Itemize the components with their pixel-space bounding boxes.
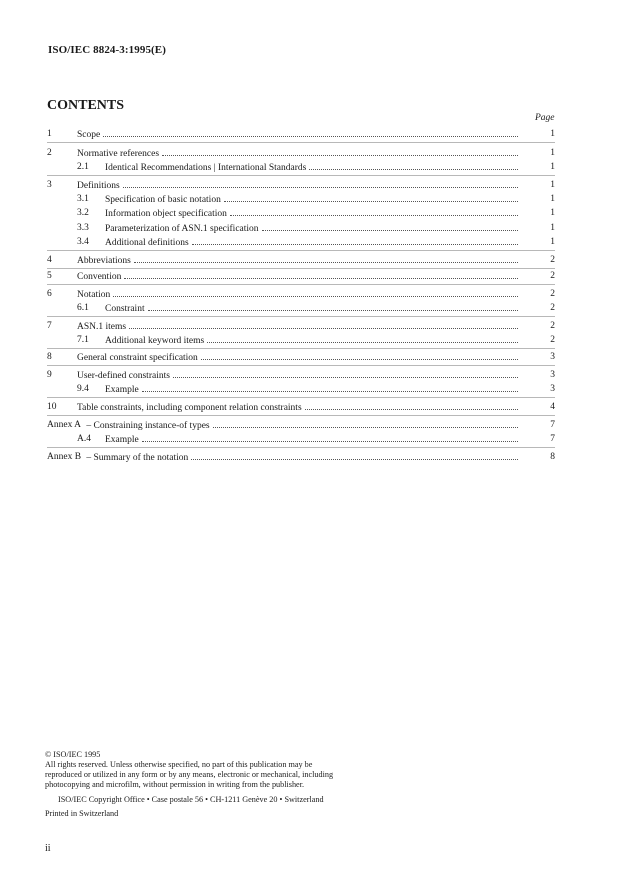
toc-entry-number: 2 bbox=[47, 148, 52, 158]
contents-heading: CONTENTS bbox=[47, 98, 125, 113]
toc-entry-title: Notation bbox=[77, 290, 111, 300]
toc-separator-rule bbox=[47, 142, 555, 143]
toc-entry-body bbox=[77, 269, 520, 284]
toc-entry bbox=[0, 146, 625, 160]
toc-entry-page: 2 bbox=[550, 335, 555, 345]
toc-entry-page: 1 bbox=[550, 237, 555, 247]
toc-entry-body bbox=[86, 450, 520, 465]
toc-entry-body bbox=[105, 160, 520, 175]
toc-entry bbox=[0, 350, 625, 364]
toc-entry-title: – Constraining instance-of types bbox=[86, 421, 210, 431]
toc-entry-title: Identical Recommendations | International Standards bbox=[105, 163, 307, 173]
toc-entry-page: 2 bbox=[550, 289, 555, 299]
toc-entry-page: 3 bbox=[550, 384, 555, 394]
toc-entry-number: 7 bbox=[47, 321, 52, 331]
toc-dot-leader bbox=[142, 432, 518, 442]
toc-dot-leader bbox=[123, 178, 518, 188]
toc-entry-body bbox=[77, 368, 520, 383]
page-column-label: Page bbox=[535, 113, 555, 123]
toc-entry-number: 3.2 bbox=[77, 208, 89, 218]
document-id-header: ISO/IEC 8824-3:1995(E) bbox=[48, 44, 167, 56]
toc-entry-page: 3 bbox=[550, 370, 555, 380]
toc-entry-title: Abbreviations bbox=[77, 256, 131, 266]
toc-entry-title: Additional definitions bbox=[105, 238, 189, 248]
toc-dot-leader bbox=[192, 235, 518, 245]
toc-separator-rule bbox=[47, 365, 555, 366]
toc-entry-title: Definitions bbox=[77, 181, 120, 191]
toc-entry-body bbox=[105, 382, 520, 397]
toc-entry-body bbox=[77, 350, 520, 365]
copyright-line: All rights reserved. Unless otherwise specified, no part of this publication may be bbox=[45, 760, 313, 769]
toc-entry-page: 1 bbox=[550, 208, 555, 218]
toc-entry bbox=[0, 450, 625, 464]
toc-entry-page: 1 bbox=[550, 129, 555, 139]
toc-separator-rule bbox=[47, 316, 555, 317]
toc-entry-number: 9 bbox=[47, 370, 52, 380]
toc-entry-number: 6.1 bbox=[77, 303, 89, 313]
toc-separator-rule bbox=[47, 415, 555, 416]
toc-entry-page: 7 bbox=[550, 434, 555, 444]
toc-entry-number: 6 bbox=[47, 289, 52, 299]
toc-entry-title: Scope bbox=[77, 130, 101, 140]
toc-entry bbox=[0, 432, 625, 446]
toc-entry bbox=[0, 160, 625, 174]
toc-dot-leader bbox=[124, 269, 518, 279]
toc-entry-page: 2 bbox=[550, 255, 555, 265]
toc-entry-page: 2 bbox=[550, 271, 555, 281]
toc-dot-leader bbox=[129, 319, 518, 329]
toc-dot-leader bbox=[262, 221, 518, 231]
toc-entry-body bbox=[105, 432, 520, 447]
copyright-office-address: ISO/IEC Copyright Office • Case postale 56 • CH-1211 Genève 20 • Switzerland bbox=[58, 795, 324, 804]
toc-entry-title: Table constraints, including component relation constraints bbox=[77, 403, 302, 413]
toc-entry bbox=[0, 192, 625, 206]
toc-entry-number: 4 bbox=[47, 255, 52, 265]
toc-entry-body bbox=[77, 319, 520, 334]
toc-entry-title: Specification of basic notation bbox=[105, 195, 221, 205]
toc-dot-leader bbox=[309, 160, 518, 170]
toc-entry-body bbox=[105, 206, 520, 221]
toc-entry-body bbox=[77, 146, 520, 161]
toc-entry bbox=[0, 221, 625, 235]
toc-entry-title: Convention bbox=[77, 272, 122, 282]
toc-entry-body bbox=[86, 418, 520, 433]
toc-dot-leader bbox=[103, 127, 518, 137]
toc-entry-number: 10 bbox=[47, 402, 57, 412]
toc-entry-title: Parameterization of ASN.1 specification bbox=[105, 224, 259, 234]
toc-dot-leader bbox=[134, 253, 518, 263]
toc-dot-leader bbox=[148, 301, 518, 311]
toc-entry-body bbox=[105, 235, 520, 250]
toc-entry-page: 1 bbox=[550, 194, 555, 204]
toc-entry-page: 3 bbox=[550, 352, 555, 362]
toc-entry bbox=[0, 287, 625, 301]
toc-dot-leader bbox=[230, 206, 518, 216]
toc-entry bbox=[0, 382, 625, 396]
toc-entry bbox=[0, 319, 625, 333]
toc-entry-page: 2 bbox=[550, 303, 555, 313]
toc-entry bbox=[0, 235, 625, 249]
toc-entry-body bbox=[77, 127, 520, 142]
toc-entry-body bbox=[77, 178, 520, 193]
toc-entry bbox=[0, 368, 625, 382]
toc-entry-page: 7 bbox=[550, 420, 555, 430]
toc-dot-leader bbox=[113, 287, 518, 297]
toc-entry-number: A.4 bbox=[77, 434, 91, 444]
toc-entry-number: Annex A bbox=[47, 420, 82, 430]
toc-entry-page: 8 bbox=[550, 452, 555, 462]
toc-entry bbox=[0, 400, 625, 414]
toc-entry-page: 1 bbox=[550, 180, 555, 190]
printed-in: Printed in Switzerland bbox=[45, 809, 119, 818]
toc-dot-leader bbox=[142, 382, 518, 392]
toc-dot-leader bbox=[305, 400, 518, 410]
toc-entry-title: Normative references bbox=[77, 149, 160, 159]
toc-dot-leader bbox=[191, 450, 518, 460]
toc-entry-body bbox=[105, 221, 520, 236]
toc-entry-title: Additional keyword items bbox=[105, 336, 205, 346]
toc-dot-leader bbox=[162, 146, 518, 156]
toc-dot-leader bbox=[173, 368, 518, 378]
toc-entry-page: 4 bbox=[550, 402, 555, 412]
toc-entry-body bbox=[105, 301, 520, 316]
toc-entry-title: General constraint specification bbox=[77, 353, 198, 363]
toc-entry-number: 3 bbox=[47, 180, 52, 190]
toc-entry-title: – Summary of the notation bbox=[86, 453, 189, 463]
toc-separator-rule bbox=[47, 397, 555, 398]
toc-entry-number: 2.1 bbox=[77, 162, 89, 172]
toc-entry-number: 8 bbox=[47, 352, 52, 362]
toc-separator-rule bbox=[47, 175, 555, 176]
toc-entry-body bbox=[77, 253, 520, 268]
toc-dot-leader bbox=[213, 418, 518, 428]
toc-entry-number: 7.1 bbox=[77, 335, 89, 345]
toc-entry bbox=[0, 269, 625, 283]
toc-entry-page: 1 bbox=[550, 148, 555, 158]
toc-entry-page: 2 bbox=[550, 321, 555, 331]
toc-entry-number: 3.3 bbox=[77, 223, 89, 233]
toc-entry-body bbox=[105, 192, 520, 207]
toc-entry-body bbox=[77, 287, 520, 302]
toc-entry-number: 3.1 bbox=[77, 194, 89, 204]
toc-entry bbox=[0, 253, 625, 267]
toc-entry bbox=[0, 178, 625, 192]
toc-entry-title: Example bbox=[105, 385, 139, 395]
toc-entry-number: 5 bbox=[47, 271, 52, 281]
page-folio: ii bbox=[45, 843, 51, 854]
toc-separator-rule bbox=[47, 447, 555, 448]
toc-entry-body bbox=[105, 333, 520, 348]
toc-separator-rule bbox=[47, 348, 555, 349]
toc-dot-leader bbox=[207, 333, 518, 343]
toc-entry-number: Annex B bbox=[47, 452, 82, 462]
toc-entry bbox=[0, 333, 625, 347]
toc-entry bbox=[0, 127, 625, 141]
toc-entry-title: Information object specification bbox=[105, 209, 227, 219]
toc-entry-number: 1 bbox=[47, 129, 52, 139]
copyright-notice bbox=[45, 750, 405, 790]
copyright-line: © ISO/IEC 1995 bbox=[45, 750, 101, 759]
toc-entry bbox=[0, 301, 625, 315]
toc-dot-leader bbox=[201, 350, 518, 360]
toc-dot-leader bbox=[224, 192, 518, 202]
toc-entry-page: 1 bbox=[550, 162, 555, 172]
toc-entry-page: 1 bbox=[550, 223, 555, 233]
toc-entry bbox=[0, 418, 625, 432]
toc-entry bbox=[0, 206, 625, 220]
copyright-line: reproduced or utilized in any form or by any means, electronic or mechanical, including bbox=[45, 770, 334, 779]
toc-entry-number: 3.4 bbox=[77, 237, 89, 247]
toc-entry-title: Constraint bbox=[105, 304, 145, 314]
toc-entry-title: Example bbox=[105, 435, 139, 445]
toc-separator-rule bbox=[47, 284, 555, 285]
toc-separator-rule bbox=[47, 250, 555, 251]
toc-entry-number: 9.4 bbox=[77, 384, 89, 394]
toc-entry-title: User-defined constraints bbox=[77, 371, 170, 381]
copyright-line: photocopying and microfilm, without permission in writing from the publisher. bbox=[45, 780, 305, 789]
toc-entry-body bbox=[77, 400, 520, 415]
toc-entry-title: ASN.1 items bbox=[77, 322, 127, 332]
